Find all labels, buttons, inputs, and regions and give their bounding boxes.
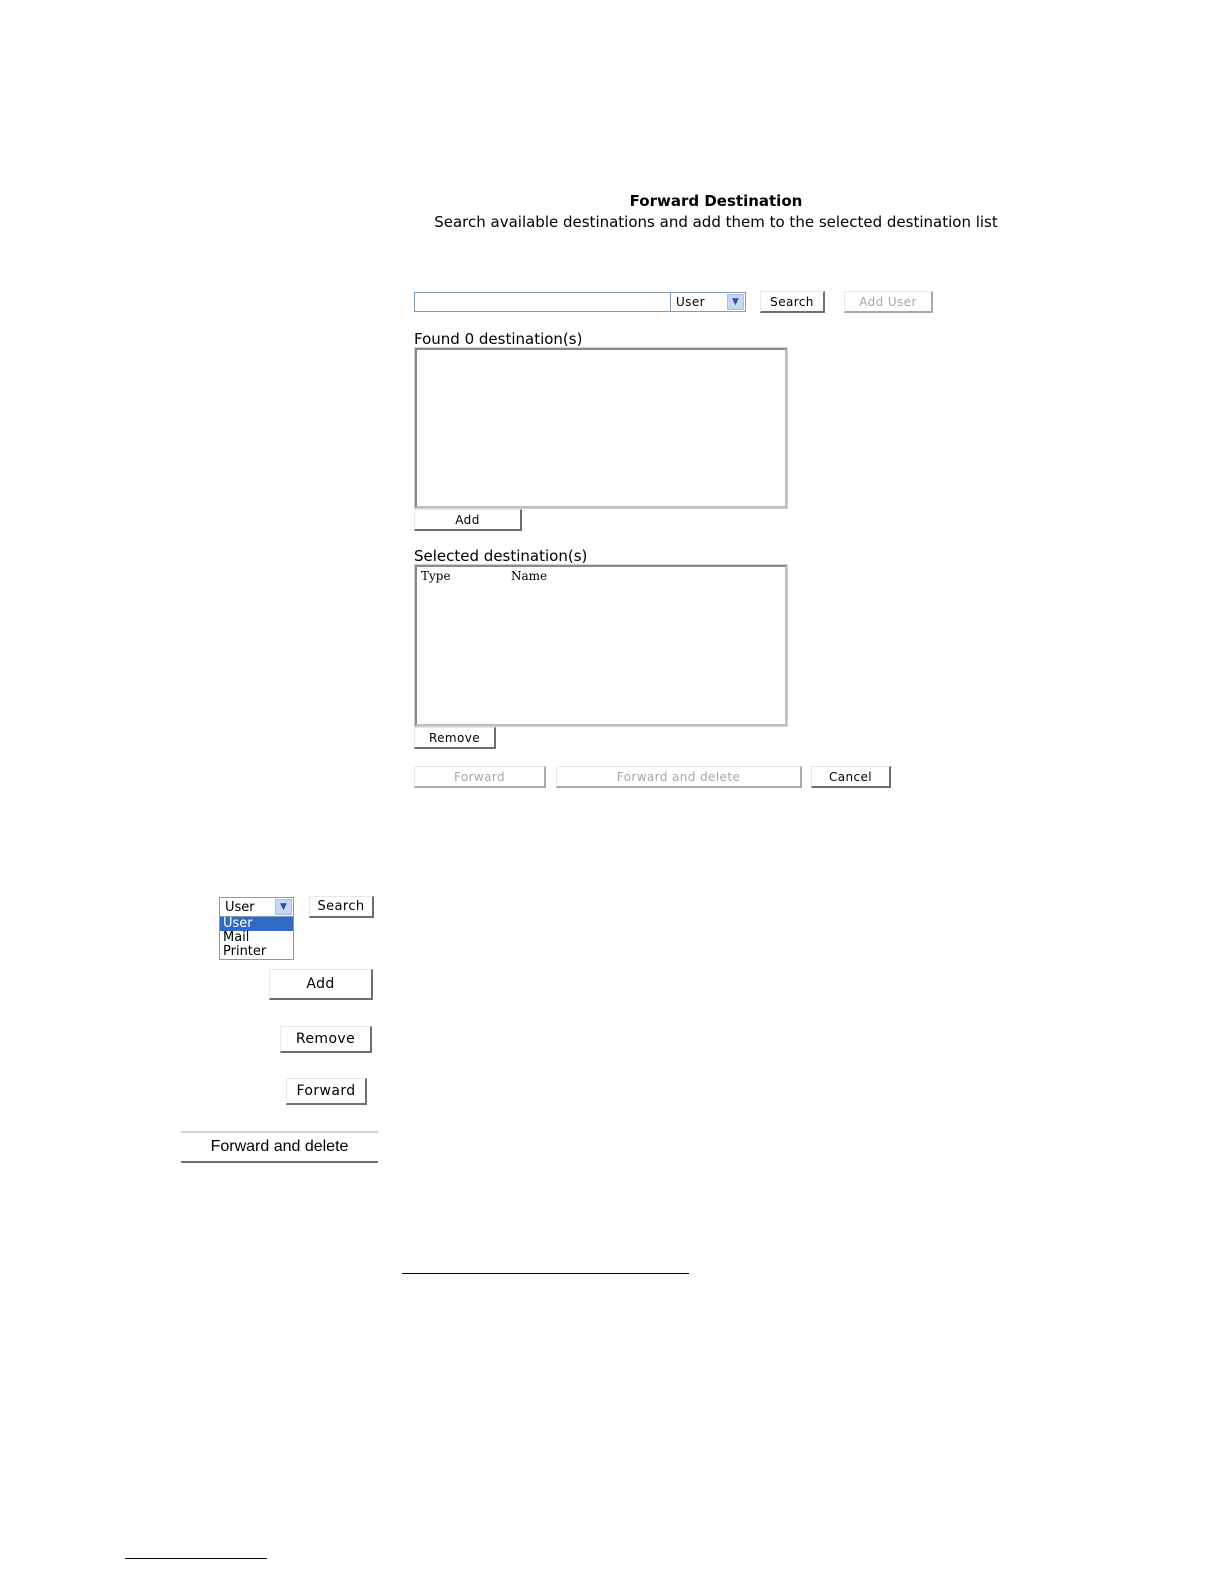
page-subtitle: Search available destinations and add them to the selected destination list xyxy=(434,213,998,231)
column-header-name: Name xyxy=(511,569,548,583)
dropdown-options xyxy=(219,917,294,960)
column-header-type: Type xyxy=(421,569,451,583)
selected-destinations-label: Selected destination(s) xyxy=(414,547,588,565)
dropdown-option-user[interactable]: User xyxy=(220,917,293,931)
footnote-rule xyxy=(125,1558,267,1559)
destination-type-select[interactable] xyxy=(670,292,746,312)
destination-type-value: User xyxy=(676,295,705,309)
add-button[interactable]: Add xyxy=(414,509,522,531)
chevron-down-icon[interactable]: ▼ xyxy=(275,899,292,915)
search-button[interactable]: Search xyxy=(760,291,825,313)
detail-forward-button[interactable]: Forward xyxy=(286,1078,367,1105)
search-input[interactable] xyxy=(414,292,671,312)
forward-button[interactable]: Forward xyxy=(414,766,546,788)
found-destinations-list[interactable] xyxy=(415,348,787,508)
detail-add-button[interactable]: Add xyxy=(269,969,373,1000)
add-user-button[interactable]: Add User xyxy=(844,291,933,313)
page-title: Forward Destination xyxy=(629,192,803,210)
dropdown-selected-value: User xyxy=(225,899,255,915)
dropdown-option-mail[interactable]: Mail xyxy=(223,930,250,945)
dropdown-option-printer[interactable]: Printer xyxy=(223,944,267,959)
cancel-button[interactable]: Cancel xyxy=(811,766,891,788)
chevron-down-icon[interactable]: ▼ xyxy=(727,294,744,310)
detail-search-button[interactable]: Search xyxy=(309,896,374,918)
selected-destinations-list[interactable] xyxy=(415,565,787,726)
detail-remove-button[interactable]: Remove xyxy=(280,1026,372,1053)
divider-rule xyxy=(402,1273,689,1274)
remove-button[interactable]: Remove xyxy=(414,727,496,749)
dropdown-head[interactable] xyxy=(219,897,294,917)
forward-and-delete-button[interactable]: Forward and delete xyxy=(556,766,802,788)
destination-type-dropdown-expanded[interactable] xyxy=(219,897,294,960)
detail-forward-and-delete-button[interactable]: Forward and delete xyxy=(181,1131,378,1163)
found-destinations-label: Found 0 destination(s) xyxy=(414,330,583,348)
